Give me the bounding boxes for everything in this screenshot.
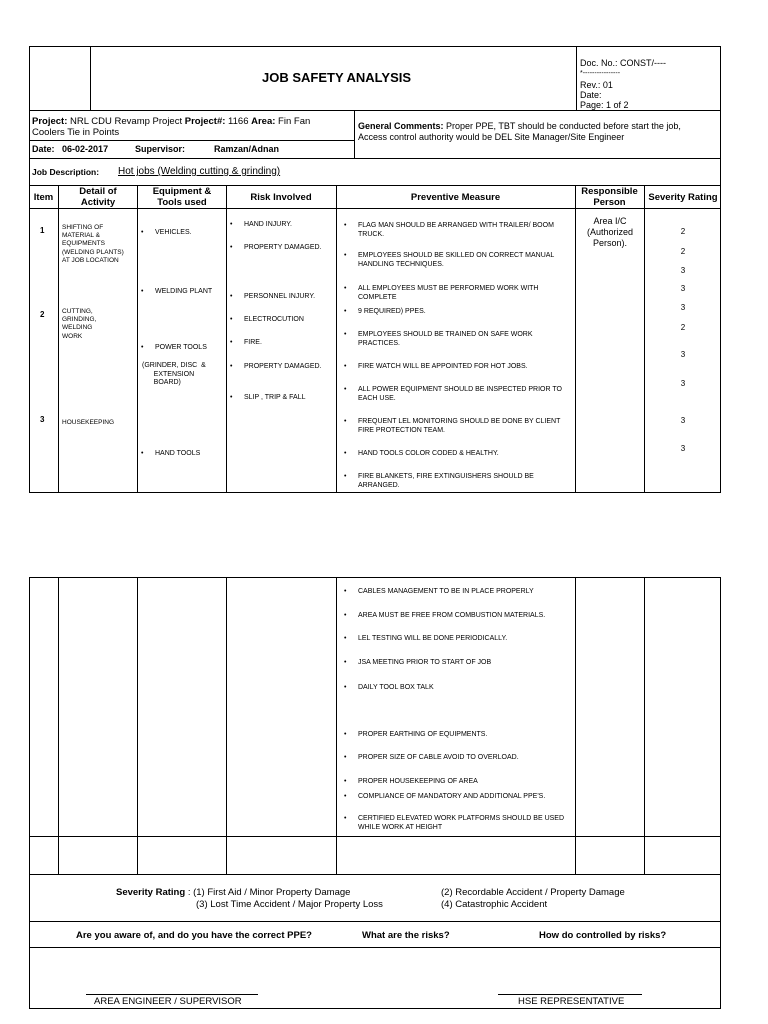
measure-item: • EMPLOYEES SHOULD BE TRAINED ON SAFE WORK PRACTICES. (342, 331, 572, 348)
measure-item: • FREQUENT LEL MONITORING SHOULD BE DONE BY CLIENT FIRE PROTECTION TEAM. (342, 418, 572, 435)
supervisor-label: Supervisor: (135, 144, 186, 154)
measure-item: • FLAG MAN SHOULD BE ARRANGED WITH TRAILER/ BOOM TRUCK. (342, 222, 572, 239)
p2-row-line (29, 836, 721, 837)
severity-legend-r4: (4) Catastrophic Accident (441, 899, 548, 910)
risk-item: • FIRE. (228, 339, 335, 348)
project-row-midline (29, 140, 354, 141)
signature-line-right (498, 994, 642, 995)
header-bottom-line (29, 110, 721, 111)
job-description-value: Hot jobs (Welding cutting & grinding) (118, 166, 281, 177)
column-header-bottom (29, 208, 721, 209)
measure-item: • LEL TESTING WILL BE DONE PERIODICALLY. (342, 635, 572, 644)
doc-number: Doc. No.: CONST/---- (580, 58, 667, 68)
col-header-severity: Severity Rating (648, 192, 718, 203)
equipment-item: • VEHICLES. (139, 229, 225, 238)
measure-item: • PROPER EARTHING OF EQUIPMENTS. (342, 731, 572, 740)
docinfo-cell-divider (576, 46, 577, 110)
item-number-1: 1 (40, 226, 45, 235)
col-header-detail: Detail of Activity (79, 186, 117, 208)
measure-item: • JSA MEETING PRIOR TO START OF JOB (342, 659, 572, 668)
p2-row-line (29, 874, 721, 875)
project-area-continued: Coolers Tie in Points (32, 127, 120, 138)
col-header-preventive: Preventive Measure (410, 192, 501, 203)
p2-col-divider (336, 577, 337, 874)
p2-col-divider (644, 577, 645, 874)
doc-page: Page: 1 of 2 (580, 100, 629, 110)
col-header-risk: Risk Involved (250, 192, 312, 203)
severity-legend-r3: (3) Lost Time Accident / Major Property Loss (196, 899, 383, 910)
severity-legend-line1: Severity Rating : (1) First Aid / Minor Property Damage (116, 887, 351, 898)
doc-revision: Rev.: 01 (580, 80, 613, 90)
signature-hse: HSE REPRESENTATIVE (518, 996, 625, 1007)
doc-date: Date: (580, 90, 602, 100)
col-header-equipment: Equipment & Tools used (152, 186, 212, 208)
col-divider-item (58, 185, 59, 493)
item-activity-2: CUTTING, GRINDING, WELDING WORK (62, 308, 97, 340)
general-comments: General Comments: Proper PPE, TBT should be conducted before start the job, (358, 121, 681, 131)
project-row-divider (354, 110, 355, 158)
col-divider-risk (336, 185, 337, 493)
severity-value: 3 (680, 350, 686, 359)
item-activity-3: HOUSEKEEPING (62, 419, 115, 426)
risk-item: • PERSONNEL INJURY. (228, 293, 335, 302)
question-ppe: Are you aware of, and do you have the correct PPE? (76, 930, 312, 941)
col-divider-detail (137, 185, 138, 493)
item-number-2: 2 (40, 310, 45, 319)
item-activity-1: SHIFTING OF MATERIAL & EQUIPMENTS (WELDING PLANTS) AT JOB LOCATION (62, 224, 124, 264)
risk-item: • ELECTROCUTION (228, 316, 335, 325)
measure-item: • PROPER HOUSEKEEPING OF AREA (342, 778, 572, 787)
risk-item: • PROPERTY DAMAGED. (228, 363, 335, 372)
severity-value: 2 (680, 227, 686, 236)
document-title: JOB SAFETY ANALYSIS (262, 70, 412, 85)
responsible-person: Area I/C (Authorized Person). (586, 216, 634, 248)
date-field: Date: 06-02-2017 (32, 144, 109, 154)
col-header-responsible: Responsible Person (581, 186, 638, 208)
severity-value: 2 (680, 247, 686, 256)
severity-value: 2 (680, 323, 686, 332)
measure-item: • FIRE BLANKETS, FIRE EXTINGUISHERS SHOULD BE ARRANGED. (342, 473, 572, 490)
measure-item: • CABLES MANAGEMENT TO BE IN PLACE PROPERLY (342, 588, 572, 597)
measure-item: • DAILY TOOL BOX TALK (342, 684, 572, 693)
equipment-item: • HAND TOOLS (139, 450, 225, 459)
equipment-note: (GRINDER, DISC & EXTENSION BOARD) (142, 362, 206, 387)
measure-item: • PROPER SIZE OF CABLE AVOID TO OVERLOAD. (342, 754, 572, 763)
col-divider-responsible (644, 185, 645, 493)
measure-item: • ALL EMPLOYEES MUST BE PERFORMED WORK WITH COMPLETE (342, 285, 572, 302)
severity-value: 3 (680, 266, 686, 275)
col-header-item: Item (33, 192, 54, 203)
equipment-item: • POWER TOOLS (139, 344, 225, 353)
question-risks: What are the risks? (362, 930, 450, 941)
risk-item: • HAND INJURY. (228, 221, 335, 230)
item-number-3: 3 (40, 415, 45, 424)
severity-value: 3 (680, 379, 686, 388)
measure-item: • CERTIFIED ELEVATED WORK PLATFORMS SHOULD BE USED WHILE WORK AT HEIGHT (342, 815, 572, 832)
p2-col-divider (226, 577, 227, 874)
p2-col-divider (58, 577, 59, 874)
p2-col-divider (575, 577, 576, 874)
measure-item: • FIRE WATCH WILL BE APPOINTED FOR HOT JOBS. (342, 363, 572, 372)
measure-item: • HAND TOOLS COLOR CODED & HEALTHY. (342, 450, 572, 459)
logo-cell-divider (90, 46, 91, 110)
signature-line-left (86, 994, 258, 995)
general-comments-continued: Access control authority would be DEL Site Manager/Site Engineer (358, 132, 625, 142)
severity-value: 3 (680, 416, 686, 425)
measure-item: • COMPLIANCE OF MANDATORY AND ADDITIONAL PPE'S. (342, 793, 572, 802)
measure-item: • ALL POWER EQUIPMENT SHOULD BE INSPECTED PRIOR TO EACH USE. (342, 386, 572, 403)
measure-item: • 9 REQUIRED) PPES. (342, 308, 572, 317)
measure-item: • AREA MUST BE FREE FROM COMBUSTION MATERIALS. (342, 612, 572, 621)
job-description-label: Job Description: (32, 167, 100, 177)
doc-star-line: *---------------- (580, 70, 621, 77)
p2-col-divider (137, 577, 138, 874)
p2-legend-bottom (29, 921, 721, 922)
severity-value: 3 (680, 284, 686, 293)
project-row-bottom (29, 158, 721, 159)
severity-legend-r2: (2) Recordable Accident / Property Damage (441, 887, 625, 898)
question-controls: How do controlled by risks? (539, 930, 667, 941)
col-divider-equipment (226, 185, 227, 493)
supervisor-value: Ramzan/Adnan (214, 144, 280, 154)
p2-questions-bottom (29, 947, 721, 948)
measure-item: • EMPLOYEES SHOULD BE SKILLED ON CORRECT MANUAL HANDLING TECHNIQUES. (342, 252, 572, 269)
risk-item: • PROPERTY DAMAGED. (228, 244, 335, 253)
project-line: Project: NRL CDU Revamp Project Project#: 1166 Area: Fin Fan (32, 116, 311, 127)
severity-value: 3 (680, 303, 686, 312)
risk-item: • SLIP , TRIP & FALL (228, 394, 335, 403)
signature-area-engineer: AREA ENGINEER / SUPERVISOR (94, 996, 242, 1007)
equipment-item: • WELDING PLANT (139, 288, 225, 297)
col-divider-preventive (575, 185, 576, 493)
severity-value: 3 (680, 444, 686, 453)
